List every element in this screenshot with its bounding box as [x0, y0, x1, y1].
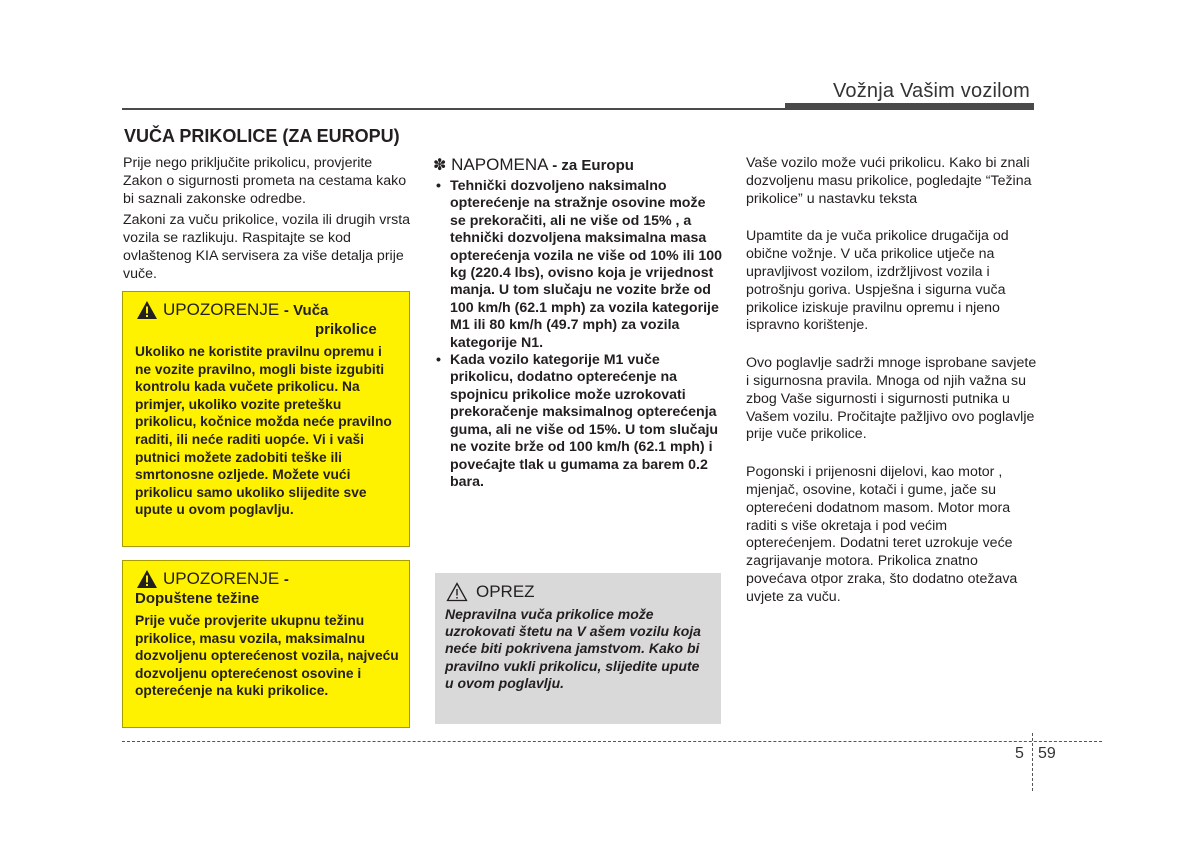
- paragraph: Vaše vozilo može vući prikolicu. Kako bi znali dozvoljenu masu prikolice, pogledajte “Težina prikolice” u nastavku teksta: [746, 155, 1032, 207]
- caution-triangle-icon: [446, 582, 468, 602]
- footer-rule: [122, 741, 1102, 742]
- warning-triangle-icon: [136, 300, 158, 320]
- warning-triangle-icon: [136, 569, 158, 589]
- list-item: • Tehnički dozvoljeno naksimalno opterećenje na stražnje osovine može se prekoračiti, ali ne više od 15% , a tehnički dozvoljena maksimalna masa opterećenja vozila ne više od 10% ili 100 kg (220.4 lbs), ovisno koja je vrijednost manja. U tom slučaju ne vozite brže od 100 km/h (62.1 mph) za vozila kategorije M1 ili 80 km/h (49.7 mph) za vozila kategorije N1.: [436, 178, 723, 351]
- column-left: [123, 155, 413, 284]
- note-star-icon: ✽: [433, 157, 447, 174]
- warning-box-towing: [122, 291, 410, 547]
- column-middle: [433, 155, 725, 491]
- warning-heading: [135, 300, 399, 321]
- footer-divider: [1032, 733, 1033, 791]
- section-title: VUČA PRIKOLICE (ZA EUROPU): [124, 126, 400, 146]
- page-number: 59: [1038, 745, 1056, 762]
- note-word: NAPOMENA: [451, 155, 548, 174]
- warning-word: UPOZORENJE: [163, 569, 280, 588]
- paragraph: Pogonski i prijenosni dijelovi, kao motor , mjenjač, osovine, kotači i gume, jače su opterećeni dodatnom masom. Motor mora raditi s više okretaja i pod većim opterećenjem. Dodatni teret uzrokuje veće zagrijavanje motora. Prikolica znatno povećava otpor zraka, što dodatno otežava uvjete za vuču.: [746, 464, 1018, 605]
- warning-body: Ukoliko ne koristite pravilnu opremu i ne vozite pravilno, mogli biste izgubiti kontrolu kada vučete prikolicu. Na primjer, ukoliko vozite pretešku prikolicu, kočnice možda neće pravilno raditi, ili neće raditi uopće. Vi i vaši putnici možete zadobiti teške ili smrtonosne ozljede. Možete vući prikolicu samo ukoliko slijedite sve upute u ovom poglavlju.: [135, 344, 392, 518]
- chapter-number: 5: [1015, 745, 1024, 762]
- warning-subtitle: - Vuča: [283, 302, 329, 319]
- warning-body: Prije vuče provjerite ukupnu težinu prikolice, masu vozila, maksimalnu dozvoljenu opterećenost vozila, najveću dozvoljenu opterećenost osovine i opterećenje na kuki prikolice.: [135, 613, 399, 699]
- column-right: [746, 155, 1038, 627]
- paragraph: Zakoni za vuču prikolice, vozila ili drugih vrsta vozila se razlikuju. Raspitajte se kod ovlaštenog KIA servisera za više detalja prije vuče.: [123, 212, 411, 282]
- paragraph: Upamtite da je vuča prikolice drugačija od obične vožnje. V uča prikolice utječe na upravljivost vozilom, izdržljivost vozila i potrošnju goriva. Uspješna i sigurna vuča prikolice iziskuje pravilnu opremu i njeno ispravno korištenje.: [746, 228, 1009, 334]
- caution-word: OPREZ: [476, 582, 535, 601]
- caution-box: [435, 573, 721, 724]
- warning-subtitle: -: [283, 571, 289, 588]
- note-subtitle: - za Europu: [552, 157, 634, 174]
- paragraph: Prije nego priključite prikolicu, provjerite Zakon o sigurnosti prometa na cestama kako bi saznali zakonske odredbe.: [123, 155, 407, 207]
- caution-body: Nepravilna vuča prikolice može uzrokovati štetu na V ašem vozilu koja neće biti pokrivena jamstvom. Kako bi pravilno vukli prikolicu, slijedite upute u ovom poglavlju.: [445, 606, 701, 691]
- bullet-icon: •: [436, 352, 441, 369]
- warning-heading: [135, 569, 399, 590]
- warning-subtitle-cont: prikolice: [315, 321, 377, 338]
- page-header-title: Vožnja Vašim vozilom: [832, 80, 1030, 102]
- paragraph: Ovo poglavlje sadrži mnoge isprobane savjete i sigurnosna pravila. Mnoga od njih važna su zbog Vaše sigurnosti i sigurnosti putnika u Vašem vozilu. Pročitajte pažljivo ovo poglavlje prije vuče prikolice.: [746, 355, 1037, 443]
- warning-box-weights: [122, 560, 410, 728]
- bullet-icon: •: [436, 178, 441, 194]
- note-list: [433, 178, 725, 491]
- list-item: • Kada vozilo kategorije M1 vuče prikolicu, dodatno opterećenje na spojnicu prikolice može uzrokovati prekoračenje maksimalnog opterećenja guma, ali ne više od 15%. U tom slučaju ne vozite brže od 100 km/h (62.1 mph) i povećajte tlak u gumama za barem 0.2 bara.: [436, 352, 719, 490]
- warning-word: UPOZORENJE: [163, 300, 280, 319]
- caution-heading: [445, 581, 711, 603]
- header-rule: [122, 108, 1034, 110]
- warning-subtitle-cont: Dopuštene težine: [135, 590, 260, 607]
- note-heading: [433, 155, 725, 176]
